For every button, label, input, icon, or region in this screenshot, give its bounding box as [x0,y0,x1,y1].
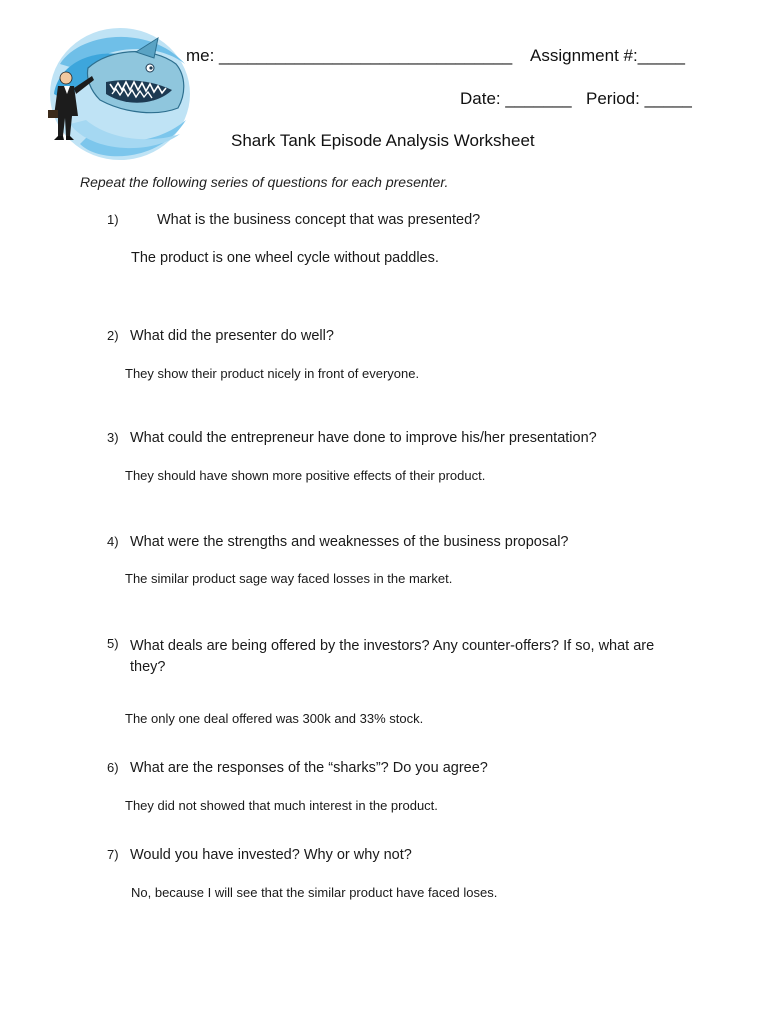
question-number: 4) [107,534,119,549]
question-number: 1) [107,212,119,227]
question-number: 6) [107,760,119,775]
answer-4: The similar product sage way faced losses in the market. [125,571,453,586]
question-text: Would you have invested? Why or why not? [130,847,412,863]
date-field-label: Date: _______ [460,89,572,108]
question-number: 7) [107,847,119,862]
period-field-label: Period: _____ [586,89,692,108]
question-number: 2) [107,328,119,343]
shark-businessman-clipart-icon [40,24,190,164]
question-text: What deals are being offered by the investors? Any counter-offers? If so, what are they? [130,638,655,675]
answer-2: They show their product nicely in front of everyone. [125,366,420,381]
question-text: What is the business concept that was presented? [157,212,481,228]
question-number: 5) [107,636,119,651]
question-text: What are the responses of the “sharks”? Do you agree? [130,760,488,776]
instructions-text: Repeat the following series of questions for each presenter. [80,174,449,190]
answer-7: No, because I will see that the similar product have faced loses. [131,885,498,900]
assignment-number-label: Assignment #:_____ [530,46,685,65]
name-field-label: me: _______________________________ [186,46,513,65]
answer-3: They should have shown more positive effects of their product. [125,468,486,483]
page-title: Shark Tank Episode Analysis Worksheet [231,131,535,150]
answer-5: The only one deal offered was 300k and 33% stock. [125,711,424,726]
answer-1: The product is one wheel cycle without paddles. [131,250,439,266]
question-text: What could the entrepreneur have done to improve his/her presentation? [130,430,597,446]
question-number: 3) [107,430,119,445]
question-text: What were the strengths and weaknesses of the business proposal? [130,534,569,550]
question-text: What did the presenter do well? [130,328,334,344]
answer-6: They did not showed that much interest in the product. [125,798,438,813]
